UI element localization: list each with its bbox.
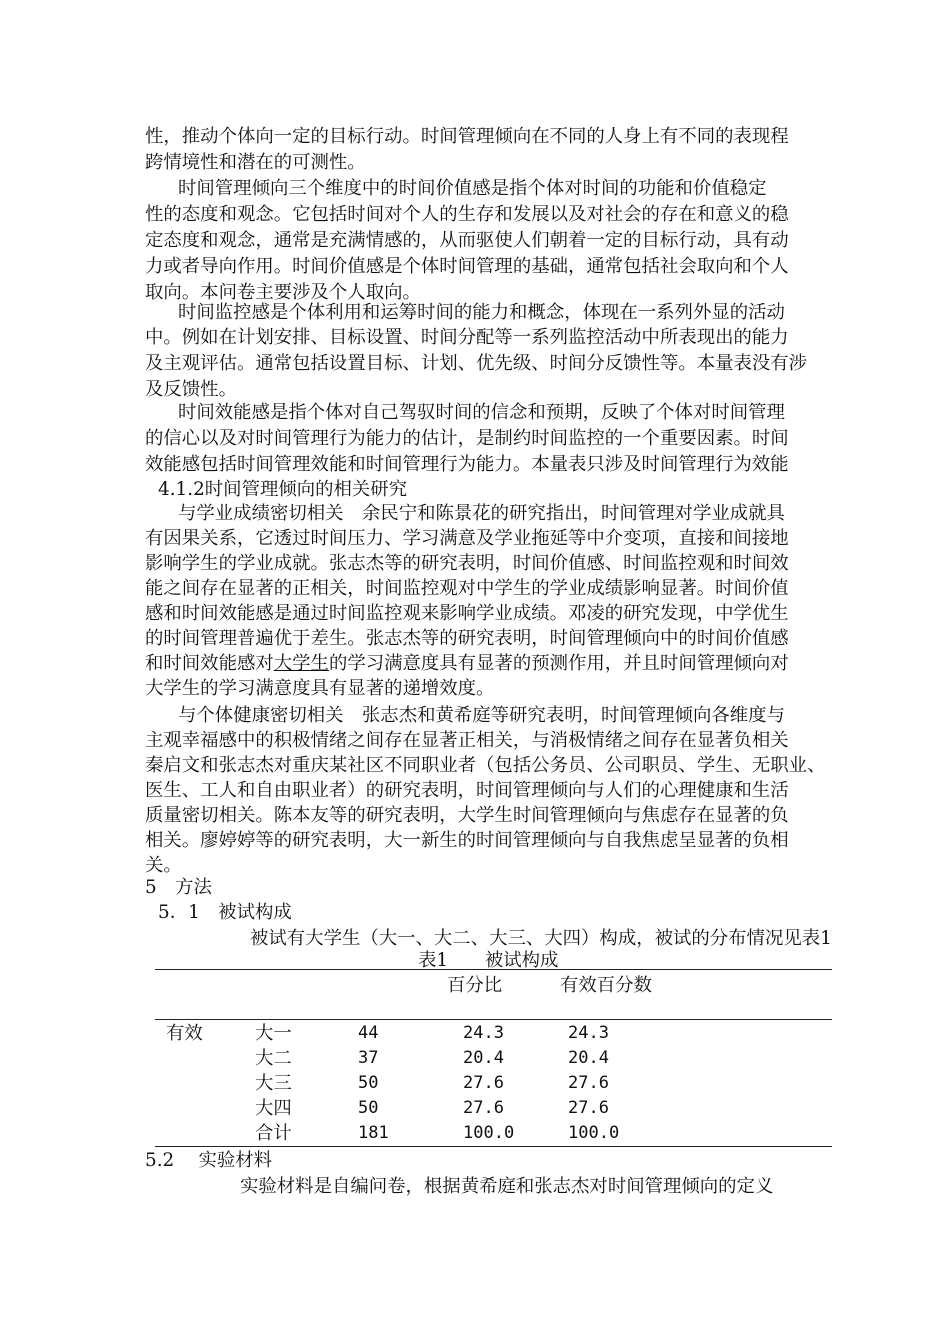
subsection-heading: 5．1 被试构成 — [158, 902, 292, 923]
table-cell-count: 50 — [358, 1073, 379, 1093]
text-line: 定态度和观念，通常是充满情感的，从而驱使人们朝着一定的目标行动，具有动 — [145, 230, 789, 251]
text-line: 大学生的学习满意度具有显著的递增效度。 — [145, 678, 495, 699]
table-row-label: 大二 — [255, 1048, 292, 1069]
table-cell-percent: 24.3 — [463, 1023, 504, 1043]
table-cell-percent: 27.6 — [463, 1073, 504, 1093]
text-line: 性，推动个体向一定的目标行动。时间管理倾向在不同的人身上有不同的表现程 — [145, 126, 789, 147]
table-cell-percent: 100.0 — [463, 1123, 515, 1143]
table-cell-valid: 27.6 — [568, 1073, 609, 1093]
table-cell-percent: 27.6 — [463, 1098, 504, 1118]
text-line: 时间管理倾向三个维度中的时间价值感是指个体对时间的功能和价值稳定 — [178, 178, 767, 199]
table-top-rule — [155, 969, 832, 970]
table-cell-count: 50 — [358, 1098, 379, 1118]
text-line: 实验材料是自编问卷，根据黄希庭和张志杰对时间管理倾向的定义 — [240, 1176, 774, 1197]
text-line: 与个体健康密切相关 张志杰和黄希庭等研究表明，时间管理倾向各维度与 — [178, 705, 785, 726]
subsection-heading: 5.2 实验材料 — [145, 1150, 273, 1171]
text-line: 效能感包括时间管理效能和时间管理行为能力。本量表只涉及时间管理行为效能 — [145, 454, 789, 475]
table-row-label: 合计 — [255, 1123, 292, 1144]
text-line: 主观幸福感中的积极情绪之间存在显著正相关，与消极情绪之间存在显著负相关 — [145, 730, 789, 751]
text-line: 关。 — [145, 855, 182, 876]
text-line: 医生、工人和自由职业者）的研究表明，时间管理倾向与人们的心理健康和生活 — [145, 780, 789, 801]
table-row-label: 大三 — [255, 1073, 292, 1094]
table-group-label: 有效 — [166, 1023, 203, 1044]
text-line: 及反馈性。 — [145, 379, 237, 400]
text-line: 能之间存在显著的正相关，时间监控观对中学生的学业成绩影响显著。时间价值 — [145, 578, 789, 599]
text-line: 质量密切相关。陈本友等的研究表明，大学生时间管理倾向与焦虑存在显著的负 — [145, 805, 789, 826]
table-cell-valid: 100.0 — [568, 1123, 620, 1143]
table-cell-valid: 20.4 — [568, 1048, 609, 1068]
table-cell-valid: 27.6 — [568, 1098, 609, 1118]
text-line: 取向。本问卷主要涉及个人取向。 — [145, 282, 421, 303]
text-line: 被试有大学生（大一、大二、大三、大四）构成，被试的分布情况见表1 — [250, 928, 832, 949]
text-line: 与学业成绩密切相关 余民宁和陈景花的研究指出，时间管理对学业成就具 — [178, 503, 785, 524]
table-header-rule — [155, 1019, 832, 1020]
text-line: 的信心以及对时间管理行为能力的估计，是制约时间监控的一个重要因素。时间 — [145, 428, 789, 449]
table-bottom-rule — [155, 1146, 832, 1147]
text-line: 感和时间效能感是通过时间监控观来影响学业成绩。邓凌的研究发现，中学优生 — [145, 603, 789, 624]
text-line: 有因果关系，它透过时间压力、学习满意及学业拖延等中介变项，直接和间接地 — [145, 528, 789, 549]
table-cell-count: 44 — [358, 1023, 379, 1043]
text-line: 秦启文和张志杰对重庆某社区不同职业者（包括公务员、公司职员、学生、无职业、 — [145, 755, 826, 776]
section-heading: 4.1.2时间管理倾向的相关研究 — [158, 479, 408, 500]
text-line — [145, 651, 789, 677]
text-line: 相关。廖婷婷等的研究表明，大一新生的时间管理倾向与自我焦虑呈显著的负相 — [145, 830, 789, 851]
text-line: 中。例如在计划安排、目标设置、时间分配等一系列监控活动中所表现出的能力 — [145, 327, 789, 348]
text-span: 的学习满意度具有显著的预测作用，并且时间管理倾向对 — [328, 653, 789, 674]
table-cell-valid: 24.3 — [568, 1023, 609, 1043]
text-line: 力或者导向作用。时间价值感是个体时间管理的基础，通常包括社会取向和个人 — [145, 256, 789, 277]
text-line: 跨情境性和潜在的可测性。 — [145, 152, 366, 173]
section-heading: 5 方法 — [145, 877, 212, 898]
table-caption: 表1 被试构成 — [418, 950, 559, 971]
text-line: 时间监控感是个体利用和运筹时间的能力和概念，体现在一系列外显的活动 — [178, 302, 785, 323]
text-span: 和时间效能感对 — [145, 653, 274, 674]
table-header-percent: 百分比 — [447, 975, 503, 996]
text-line: 及主观评估。通常包括设置目标、计划、优先级、时间分反馈性等。本量表没有涉 — [145, 353, 808, 374]
text-line: 的时间管理普遍优于差生。张志杰等的研究表明，时间管理倾向中的时间价值感 — [145, 628, 789, 649]
text-line: 时间效能感是指个体对自己驾驭时间的信念和预期，反映了个体对时间管理 — [178, 402, 785, 423]
university-student-link[interactable]: 大学生 — [273, 653, 329, 674]
table-row-label: 大一 — [255, 1023, 292, 1044]
table-cell-count: 181 — [358, 1123, 389, 1143]
text-line: 影响学生的学业成就。张志杰等的研究表明，时间价值感、时间监控观和时间效 — [145, 553, 789, 574]
table-row-label: 大四 — [255, 1098, 292, 1119]
text-line: 性的态度和观念。它包括时间对个人的生存和发展以及对社会的存在和意义的稳 — [145, 204, 789, 225]
table-cell-count: 37 — [358, 1048, 379, 1068]
table-cell-percent: 20.4 — [463, 1048, 504, 1068]
table-header-valid-percent: 有效百分数 — [560, 975, 652, 996]
